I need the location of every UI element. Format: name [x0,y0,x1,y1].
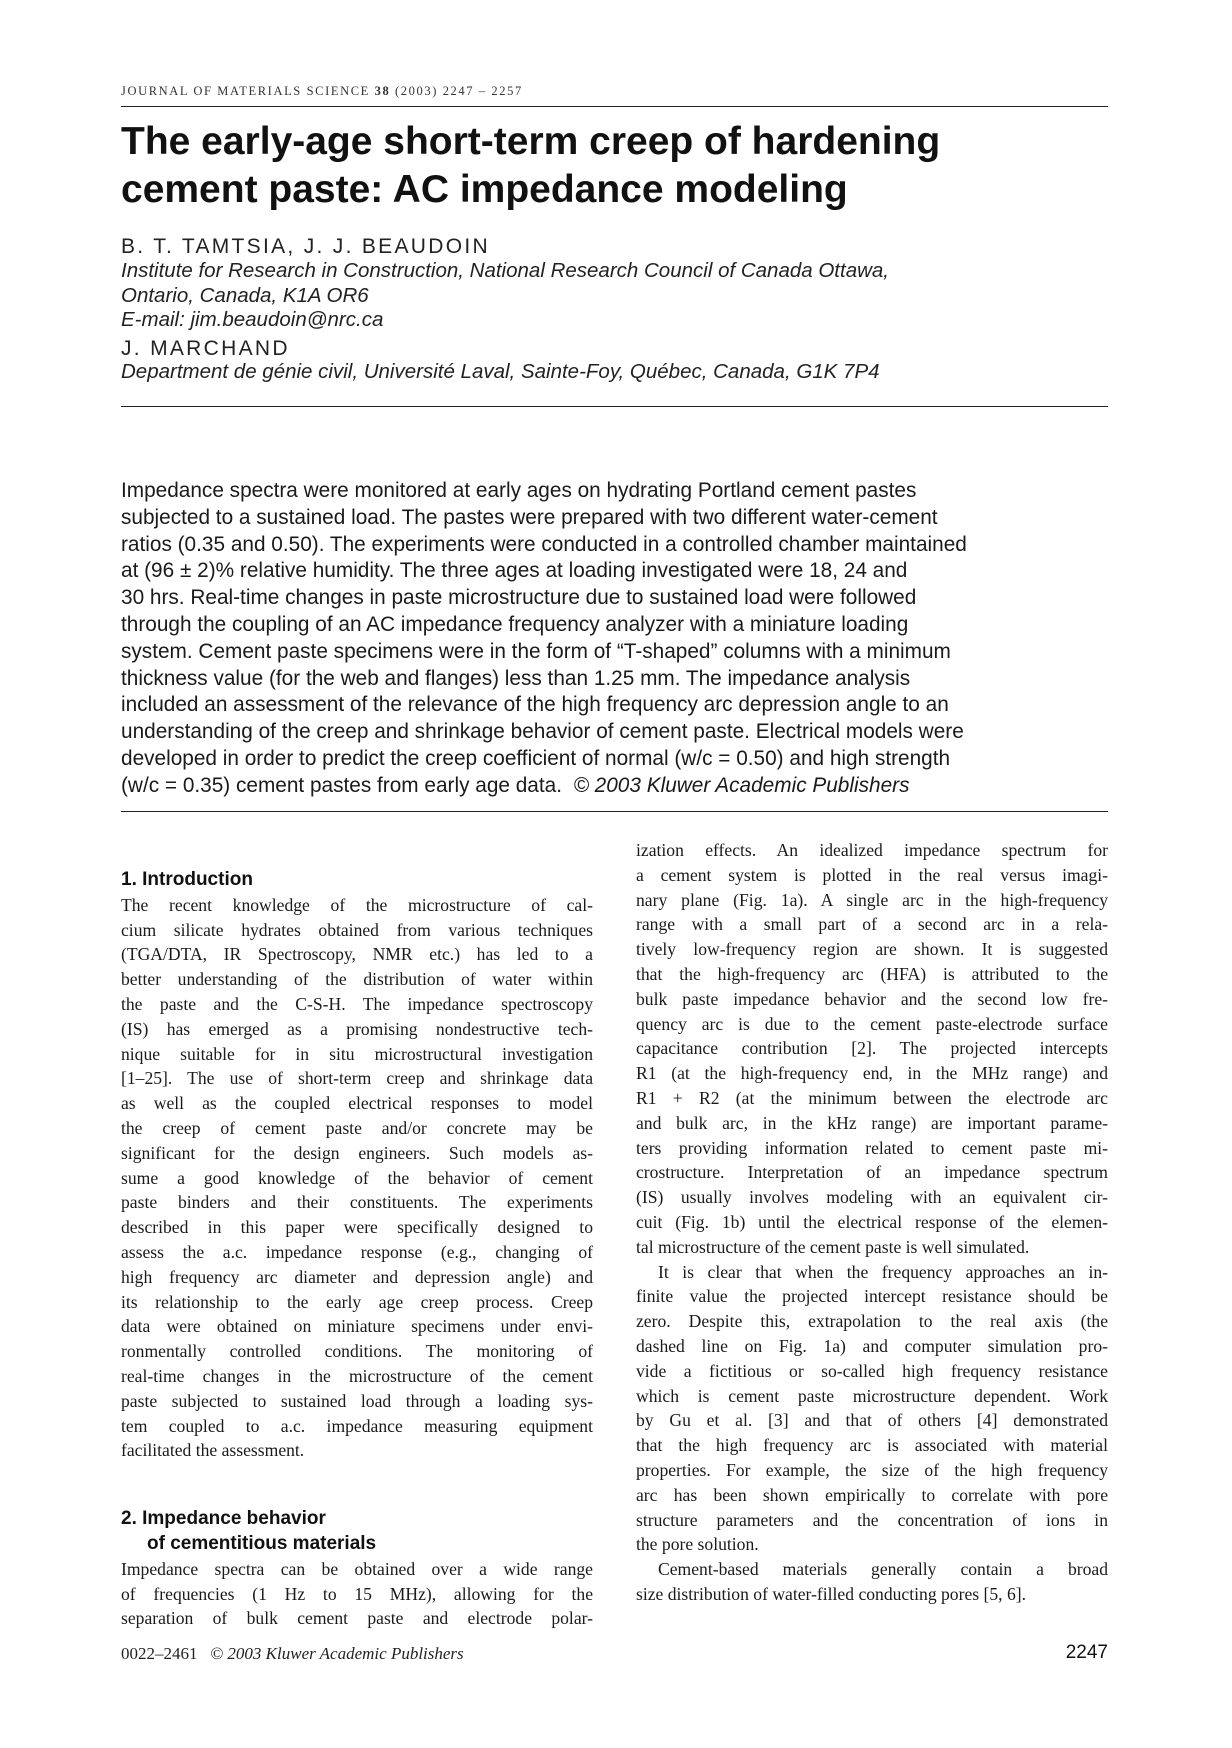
abstract-line: subjected to a sustained load. The pastes were prepared with two different water-cement [121,505,938,529]
abstract-line: understanding of the creep and shrinkage behavior of cement paste. Electrical models were [121,720,964,744]
text-line: dashed line on Fig. 1a) and computer simulation pro- [636,1335,1108,1356]
text-line: crostructure. Interpretation of an impedance spectrum [636,1162,1108,1183]
text-line: nary plane (Fig. 1a). A single arc in the high-frequency [636,889,1108,910]
affiliation-line: Department de génie civil, Université Laval, Sainte-Foy, Québec, Canada, G1K 7P4 [121,360,880,383]
abstract-bottom-rule [121,811,1108,812]
abstract-copyright: © 2003 Kluwer Academic Publishers [573,773,910,797]
text-line: tem coupled to a.c. impedance measuring equipment [121,1415,593,1436]
text-line: facilitated the assessment. [121,1440,305,1461]
text-line: capacitance contribution [2]. The projected intercepts [636,1038,1108,1059]
text-line: tal microstructure of the cement paste is well simulated. [636,1236,1030,1257]
text-line: the creep of cement paste and/or concrete may be [121,1117,593,1138]
text-line: It is clear that when the frequency approaches an in- [658,1261,1108,1282]
abstract-line: developed in order to predict the creep coefficient of normal (w/c = 0.50) and high strength [121,746,951,770]
text-line: and bulk arc, in the kHz range) are important parame- [636,1112,1108,1133]
right-column [636,838,1108,1607]
text-line: separation of bulk cement paste and electrode polar- [121,1608,593,1629]
author-names: J. MARCHAND [121,337,290,360]
text-line: quency arc is due to the cement paste-electrode surface [636,1013,1108,1034]
text-line: paste binders and their constituents. The experiments [121,1192,593,1213]
abstract-line: through the coupling of an AC impedance frequency analyzer with a miniature loading [121,612,909,636]
text-line: (IS) usually involves modeling with an equivalent cir- [636,1187,1108,1208]
text-line: cium silicate hydrates obtained from various techniques [121,919,593,940]
abstract-top-rule [121,406,1108,407]
text-line: ization effects. An idealized impedance spectrum for [636,840,1108,860]
text-line: assess the a.c. impedance response (e.g., changing of [121,1241,593,1262]
journal-year-pages: (2003) 2247 – 2257 [395,84,523,98]
left-column [121,868,593,1631]
text-line: (IS) has emerged as a promising nondestructive tech- [121,1018,593,1039]
text-line: Impedance spectra can be obtained over a wide range [121,1558,593,1579]
text-line: paste subjected to sustained load through a loading sys- [121,1390,593,1411]
text-line: the paste and the C-S-H. The impedance spectroscopy [121,993,593,1014]
abstract-line: Impedance spectra were monitored at early ages on hydrating Portland cement pastes [121,479,917,502]
journal-header [121,84,1108,99]
affiliation-block [121,360,1108,385]
text-line: real-time changes in the microstructure of the cement [121,1365,593,1386]
text-line: cuit (Fig. 1b) until the electrical response of the elemen- [636,1211,1108,1232]
abstract-line: 30 hrs. Real-time changes in paste microstructure due to sustained load were followed [121,586,917,610]
section-heading: 1. Introduction [121,869,253,890]
text-line: R1 + R2 (at the minimum between the electrode arc [636,1087,1108,1108]
text-line: zero. Despite this, extrapolation to the real axis (the [636,1311,1108,1332]
header-rule [121,106,1108,107]
text-line: as well as the coupled electrical responses to model [121,1093,593,1114]
section-heading-line: 2. Impedance behavior [121,1508,326,1530]
text-line: that the high frequency arc is associated with material [636,1435,1108,1456]
text-line: tively low-frequency region are shown. It is suggested [636,939,1108,960]
title-line: cement paste: AC impedance modeling [121,168,848,211]
text-line: a cement system is plotted in the real versus imagi- [636,864,1108,885]
abstract-line: thickness value (for the web and flanges) less than 1.25 mm. The impedance analysis [121,666,911,690]
text-line: finite value the projected intercept resistance should be [636,1286,1108,1307]
text-line: ters providing information related to cement paste mi- [636,1137,1108,1158]
affiliation-block [121,259,1108,333]
author-email: E-mail: jim.beaudoin@nrc.ca [121,308,384,331]
text-line: structure parameters and the concentration of ions in [636,1509,1108,1530]
text-line: The recent knowledge of the microstructure of cal- [121,894,593,915]
affiliation-line: Institute for Research in Construction, National Research Council of Canada Ottawa, [121,259,889,282]
text-line: R1 (at the high-frequency end, in the MHz range) and [636,1063,1108,1084]
text-line: described in this paper were specifically designed to [121,1217,593,1238]
affiliation-line: Ontario, Canada, K1A OR6 [121,283,369,307]
text-line: which is cement paste microstructure dependent. Work [636,1385,1108,1406]
footer-issn: 0022–2461 [121,1644,198,1663]
abstract-line: system. Cement paste specimens were in the form of “T-shaped” columns with a minimum [121,639,951,663]
text-line: that the high-frequency arc (HFA) is attributed to the [636,963,1108,984]
title-line: The early-age short-term creep of hardening [121,120,941,163]
text-line: nique suitable for in situ microstructural investigation [121,1043,593,1064]
text-line: bulk paste impedance behavior and the second low fre- [636,988,1108,1009]
footer-issn-copyright [121,1644,464,1664]
abstract-text: (w/c = 0.35) cement pastes from early age data. [121,773,562,797]
text-line: of frequencies (1 Hz to 15 MHz), allowing for the [121,1583,593,1604]
abstract-line [121,773,1108,800]
text-line: (TGA/DTA, IR Spectroscopy, NMR etc.) has led to a [121,944,593,965]
paper-page [121,0,1108,1748]
author-names: B. T. TAMTSIA, J. J. BEAUDOIN [121,235,490,258]
text-line: its relationship to the early age creep process. Creep [121,1291,593,1312]
text-line: range with a small part of a second arc in a rela- [636,914,1108,935]
journal-volume: 38 [374,84,391,98]
abstract-line: at (96 ± 2)% relative humidity. The three ages at loading investigated were 18, 24 and [121,559,908,583]
text-line: vide a fictitious or so-called high frequency resistance [636,1360,1108,1381]
text-line: arc has been shown empirically to correlate with pore [636,1484,1108,1505]
text-line: Cement-based materials generally contain a broad [658,1559,1108,1580]
page-number: 2247 [1065,1642,1108,1663]
abstract-line: included an assessment of the relevance of the high frequency arc depression angle to an [121,693,949,717]
text-line: size distribution of water-filled conducting pores [5, 6]. [636,1583,1027,1604]
text-line: better understanding of the distribution of water within [121,969,593,990]
abstract-line: ratios (0.35 and 0.50). The experiments were conducted in a controlled chamber maintained [121,532,967,556]
text-line: ronmentally controlled conditions. The monitoring of [121,1341,593,1362]
text-line: the pore solution. [636,1534,759,1555]
text-line: properties. For example, the size of the high frequency [636,1459,1108,1480]
text-line: data were obtained on miniature specimens under envi- [121,1316,593,1337]
journal-name: JOURNAL OF MATERIALS SCIENCE [121,84,370,98]
section-heading [121,1507,593,1557]
text-line: high frequency arc diameter and depression angle) and [121,1266,593,1287]
paper-title [121,118,1108,214]
section-heading-line: of cementitious materials [147,1532,377,1554]
text-line: sume a good knowledge of the behavior of cement [121,1167,593,1188]
text-line: by Gu et al. [3] and that of others [4] demonstrated [636,1410,1108,1431]
footer-copyright: © 2003 Kluwer Academic Publishers [210,1644,464,1663]
text-line: [1–25]. The use of short-term creep and shrinkage data [121,1068,593,1089]
text-line: significant for the design engineers. Such models as- [121,1142,593,1163]
abstract [121,478,1108,800]
